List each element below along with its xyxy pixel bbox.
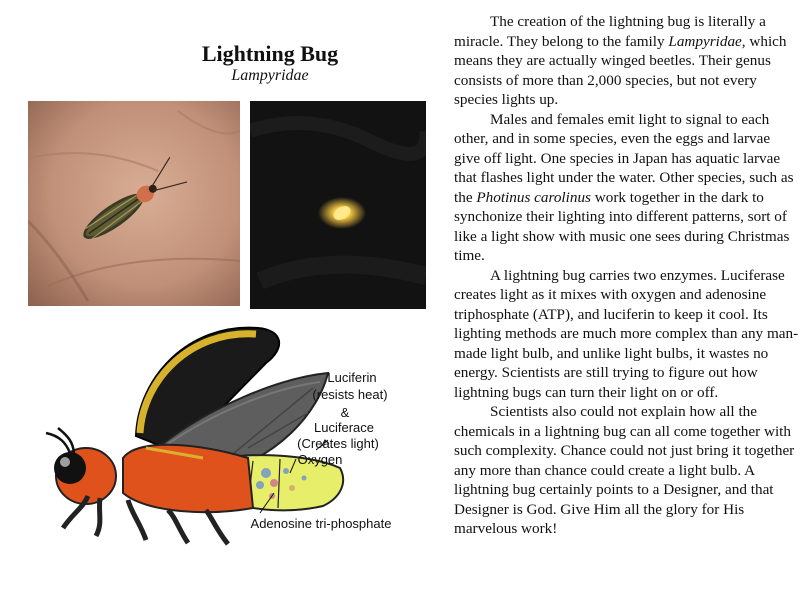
article-body bbox=[454, 12, 800, 539]
paragraph-2-text-b: work together in the dark to synchonize their lighting into different patterns, sort of like a light show with music one sees during Christmas time. bbox=[454, 188, 790, 264]
bug-on-finger-image bbox=[28, 101, 240, 306]
title-block bbox=[140, 42, 400, 86]
paragraph-2 bbox=[454, 110, 800, 266]
label-resists-heat: (resists heat) bbox=[312, 387, 388, 402]
photo-bug-on-finger bbox=[28, 101, 240, 306]
paragraph-1 bbox=[454, 12, 800, 110]
family-name-italic: Lampyridae, bbox=[668, 32, 746, 50]
label-creates-light: (Creates light) bbox=[297, 436, 379, 451]
paragraph-3: A lightning bug carries two enzymes. Luciferase creates light as it mixes with oxygen and adenosine triphosphate (ATP), and luciferin to keep it cool. Its lighting methods are much more complex than any man-made light bulb, and unlike light bulbs, it wastes no energy. Scientists are still trying to figure out how lightning bugs can turn their light on or off. bbox=[454, 266, 799, 401]
label-adenosine-triphosphate: Adenosine tri-phosphate bbox=[250, 516, 392, 531]
label-luciferin: Luciferin bbox=[327, 370, 377, 385]
label-oxygen: Oxygen bbox=[297, 452, 343, 467]
page-subtitle: Lampyridae bbox=[231, 67, 309, 84]
species-name-italic: Photinus carolinus bbox=[476, 188, 591, 206]
label-ampersand: & bbox=[340, 405, 350, 420]
firefly-illustration bbox=[28, 318, 428, 588]
paragraph-1-text-b: which means they are actually winged beetles. Their genus consists of more than 2,000 species, but not every species lights up. bbox=[454, 32, 787, 108]
firefly-anatomy-diagram bbox=[28, 318, 428, 588]
label-luciferace: Luciferace bbox=[314, 420, 374, 435]
paragraph-4: Scientists also could not explain how all the chemicals in a lightning bug can all come together with such complexity. Chance could not just bring it together any more than chance could create a light bulb. A lightning bug certainly points to a Designer, and that Designer is God. Give Him all the glory for His marvelous work! bbox=[454, 403, 795, 537]
glowing-firefly-image bbox=[250, 101, 426, 309]
paragraph-2-text-a: Males and females emit light to signal to each other, and in some species, even the eggs and larvae give off light. One species in Japan has aquatic larvae that flashes light under the water. Other species, such as the bbox=[454, 110, 794, 206]
photo-firefly-glowing bbox=[250, 101, 426, 309]
paragraph-1-text-a: The creation of the lightning bug is literally a miracle. They belong to the family bbox=[454, 13, 766, 50]
page-title: Lightning Bug bbox=[201, 41, 339, 66]
